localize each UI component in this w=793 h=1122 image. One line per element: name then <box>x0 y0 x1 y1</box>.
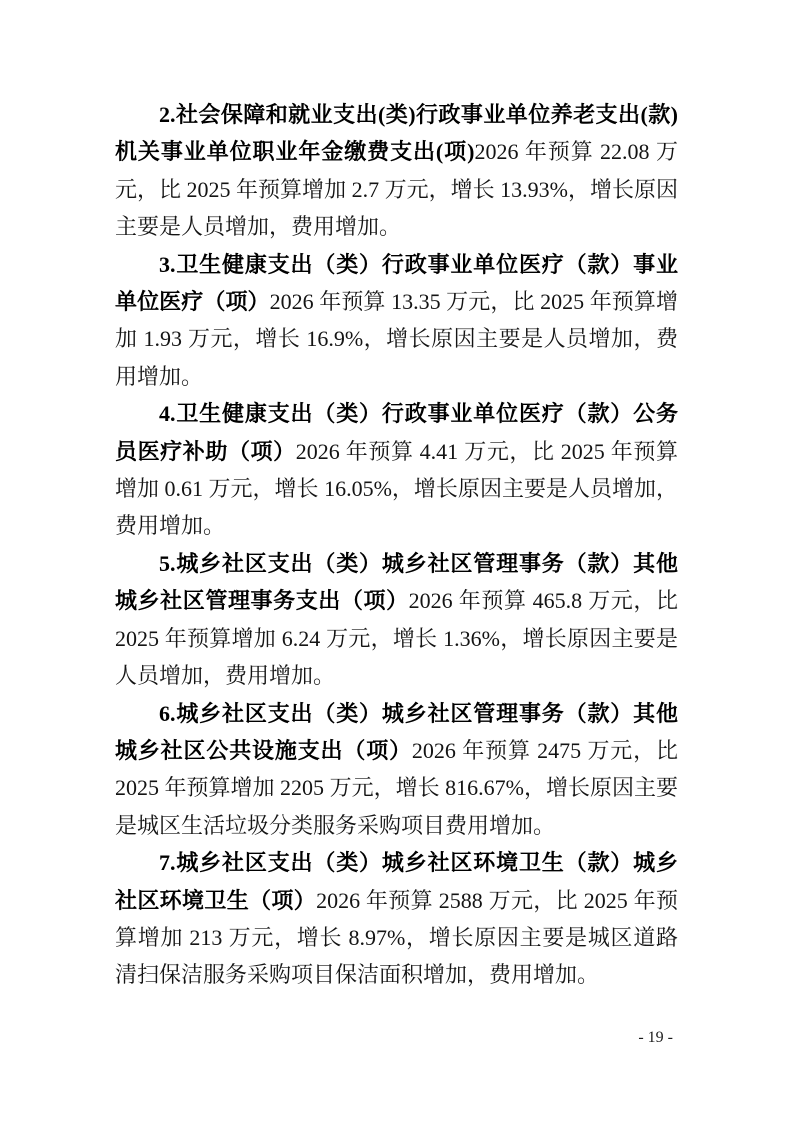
budget-item-body: 2026 年预算 2588 万元，比 2025 年预算增加 213 万元，增长 8.97%，增长原因主要是城区道路清扫保洁服务采购项目保洁面积增加，费用增加。 <box>115 887 678 988</box>
page-footer <box>638 1028 673 1048</box>
budget-item-paragraph-4 <box>115 395 678 545</box>
budget-item-body: 2026 年预算 2475 万元，比 2025 年预算增加 2205 万元，增长 816.67%，增长原因主要是城区生活垃圾分类服务采购项目费用增加。 <box>115 737 678 838</box>
budget-item-heading: 3.卫生健康支出（类）行政事业单位医疗（款）事业单位医疗（项） <box>115 251 678 315</box>
budget-item-paragraph-7 <box>115 844 678 994</box>
budget-item-heading: 2.社会保障和就业支出(类)行政事业单位养老支出(款)机关事业单位职业年金缴费支出(项) <box>115 102 678 165</box>
budget-item-body: 2026 年预算 22.08 万元，比 2025 年预算增加 2.7 万元，增长 13.93%，增长原因主要是人员增加，费用增加。 <box>115 139 678 240</box>
budget-item-body: 2026 年预算 465.8 万元，比 2025 年预算增加 6.24 万元，增长 1.36%，增长原因主要是人员增加，费用增加。 <box>115 588 678 689</box>
budget-item-heading: 6.城乡社区支出（类）城乡社区管理事务（款）其他城乡社区公共设施支出（项） <box>115 700 678 763</box>
budget-item-paragraph-3 <box>115 246 678 396</box>
document-content <box>115 96 678 994</box>
budget-item-paragraph-6 <box>115 695 678 845</box>
budget-item-heading: 7.城乡社区支出（类）城乡社区环境卫生（款）城乡社区环境卫生（项） <box>115 850 678 913</box>
budget-item-heading: 5.城乡社区支出（类）城乡社区管理事务（款）其他城乡社区管理事务支出（项） <box>115 550 678 614</box>
budget-item-body: 2026 年预算 4.41 万元，比 2025 年预算增加 0.61 万元，增长 16.05%，增长原因主要是人员增加，费用增加。 <box>115 438 678 539</box>
budget-item-body: 2026 年预算 13.35 万元，比 2025 年预算增加 1.93 万元，增长 16.9%，增长原因主要是人员增加，费用增加。 <box>115 289 678 389</box>
budget-item-paragraph-2 <box>115 96 678 246</box>
budget-item-heading: 4.卫生健康支出（类）行政事业单位医疗（款）公务员医疗补助（项） <box>115 401 678 464</box>
budget-item-paragraph-5 <box>115 545 678 695</box>
page-number: - 19 - <box>638 1029 673 1046</box>
